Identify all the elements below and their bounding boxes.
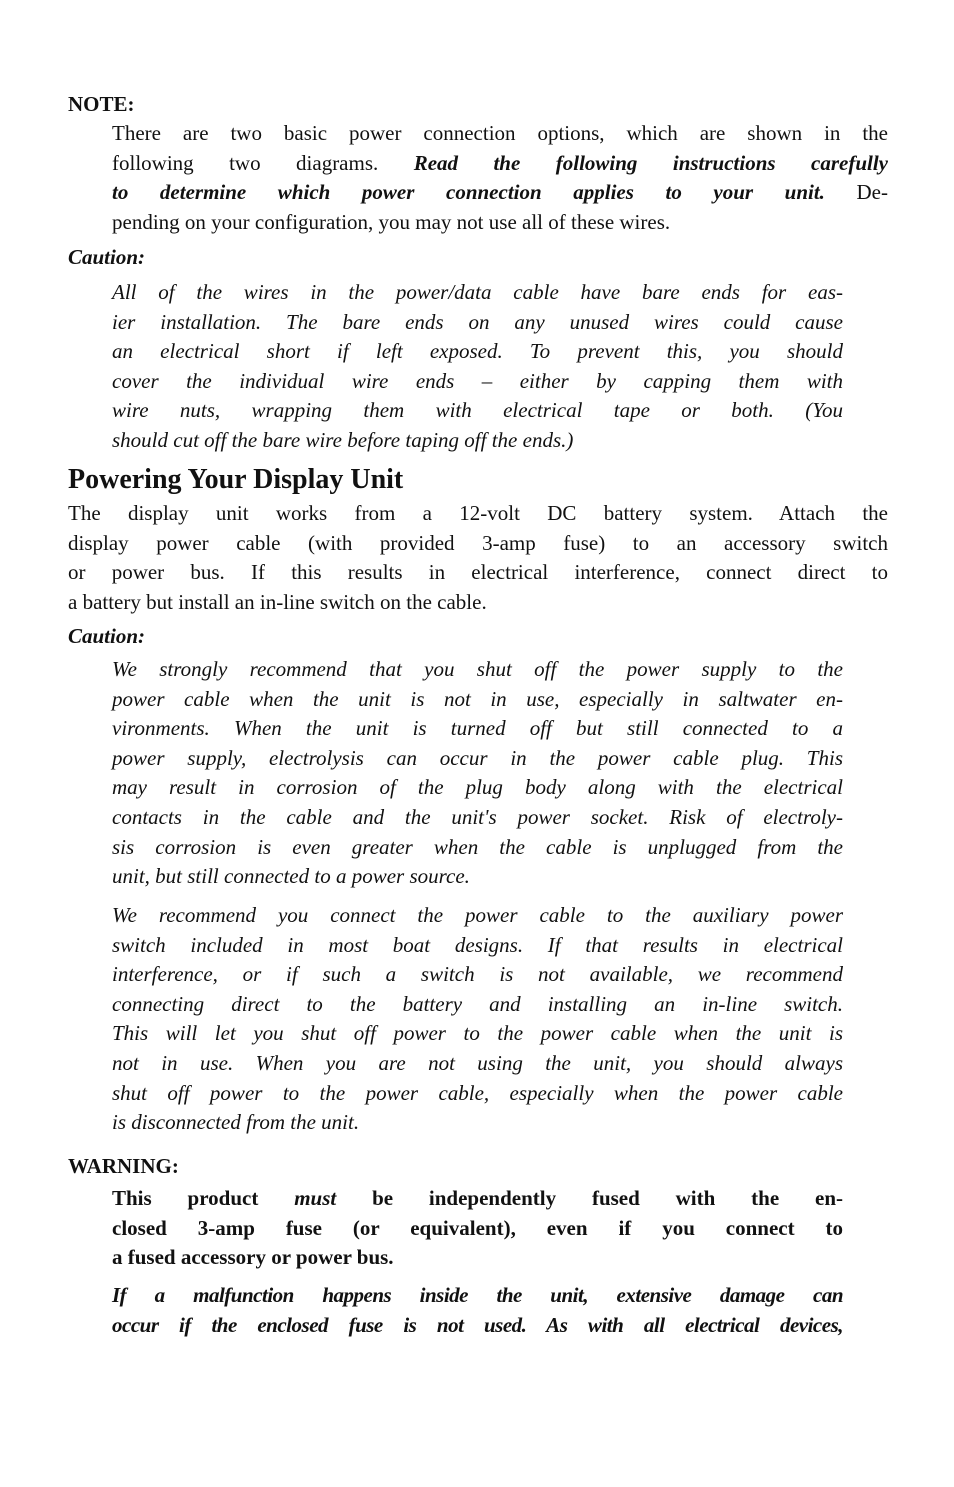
warning2-line: If a malfunction happens inside the unit, extensive damage can	[112, 1283, 843, 1307]
caution2-line: We strongly recommend that you shut off the power supply to the	[112, 657, 843, 681]
caution-label-2: Caution:	[68, 624, 146, 648]
note-line-1: There are two basic power connection options, which are shown in the	[112, 121, 888, 145]
caution1-line: cover the individual wire ends – either by capping them with	[112, 368, 843, 393]
note-line-4: pending on your configuration, you may not use all of these wires.	[112, 209, 671, 234]
warning-text	[112, 1184, 843, 1273]
section-body	[68, 499, 888, 617]
caution1-line: wire nuts, wrapping them with electrical tape or both. (You	[112, 398, 843, 423]
caution1-line: should cut off the bare wire before taping off the ends.)	[112, 427, 574, 452]
note-line-2: following two diagrams. Read the following instructions carefully	[112, 150, 888, 175]
section-line: or power bus. If this results in electrical interference, connect direct to	[68, 560, 888, 585]
section-heading: Powering Your Display Unit	[68, 464, 404, 495]
caution2-line: power cable when the unit is not in use, especially in saltwater en-	[112, 686, 843, 711]
caution2-line: vironments. When the unit is turned off but still connected to a	[112, 716, 843, 741]
note-text	[112, 119, 888, 237]
caution2-line: may result in corrosion of the plug body along with the electrical	[112, 775, 843, 800]
warning-text-2	[112, 1281, 843, 1340]
caution-text-2a	[112, 655, 843, 892]
caution2b-line: switch included in most boat designs. If that results in electrical	[112, 932, 843, 957]
caution2-line: unit, but still connected to a power source.	[112, 864, 470, 889]
caution2b-line: This will let you shut off power to the power cable when the unit is	[112, 1021, 843, 1046]
caution2b-line: connecting direct to the battery and installing an in-line switch.	[112, 991, 843, 1016]
warning-line-1: This product must be independently fused with the en-	[112, 1186, 843, 1210]
caution-label-1: Caution:	[68, 245, 146, 269]
caution1-line: ier installation. The bare ends on any unused wires could cause	[112, 309, 843, 334]
caution2b-line: We recommend you connect the power cable to the auxiliary power	[112, 903, 843, 927]
caution2b-line: is disconnected from the unit.	[112, 1110, 360, 1135]
warning-line-3: a fused accessory or power bus.	[112, 1245, 394, 1270]
caution2-line: sis corrosion is even greater when the cable is unplugged from the	[112, 834, 843, 859]
note-label: NOTE:	[68, 92, 135, 116]
warning-label: WARNING:	[68, 1154, 179, 1178]
caution2b-line: not in use. When you are not using the unit, you should always	[112, 1050, 843, 1075]
section-line: a battery but install an in-line switch on the cable.	[68, 589, 487, 614]
section-line: display power cable (with provided 3-amp fuse) to an accessory switch	[68, 530, 888, 555]
caution-text-1	[112, 278, 843, 456]
caution2-line: contacts in the cable and the unit's power socket. Risk of electroly-	[112, 804, 843, 829]
caution2b-line: interference, or if such a switch is not available, we recommend	[112, 962, 843, 987]
section-line: The display unit works from a 12-volt DC battery system. Attach the	[68, 501, 888, 525]
warning-line-2: closed 3-amp fuse (or equivalent), even if you connect to	[112, 1215, 843, 1240]
caution1-line: an electrical short if left exposed. To prevent this, you should	[112, 339, 843, 364]
caution2b-line: shut off power to the power cable, especially when the power cable	[112, 1080, 843, 1105]
caution1-line: All of the wires in the power/data cable have bare ends for eas-	[112, 280, 843, 304]
caution-text-2b	[112, 901, 843, 1138]
warning2-line: occur if the enclosed fuse is not used. As with all electrical devices,	[112, 1312, 843, 1337]
caution2-line: power supply, electrolysis can occur in the power cable plug. This	[112, 745, 843, 770]
note-line-3: to determine which power connection applies to your unit. De-	[112, 180, 888, 205]
